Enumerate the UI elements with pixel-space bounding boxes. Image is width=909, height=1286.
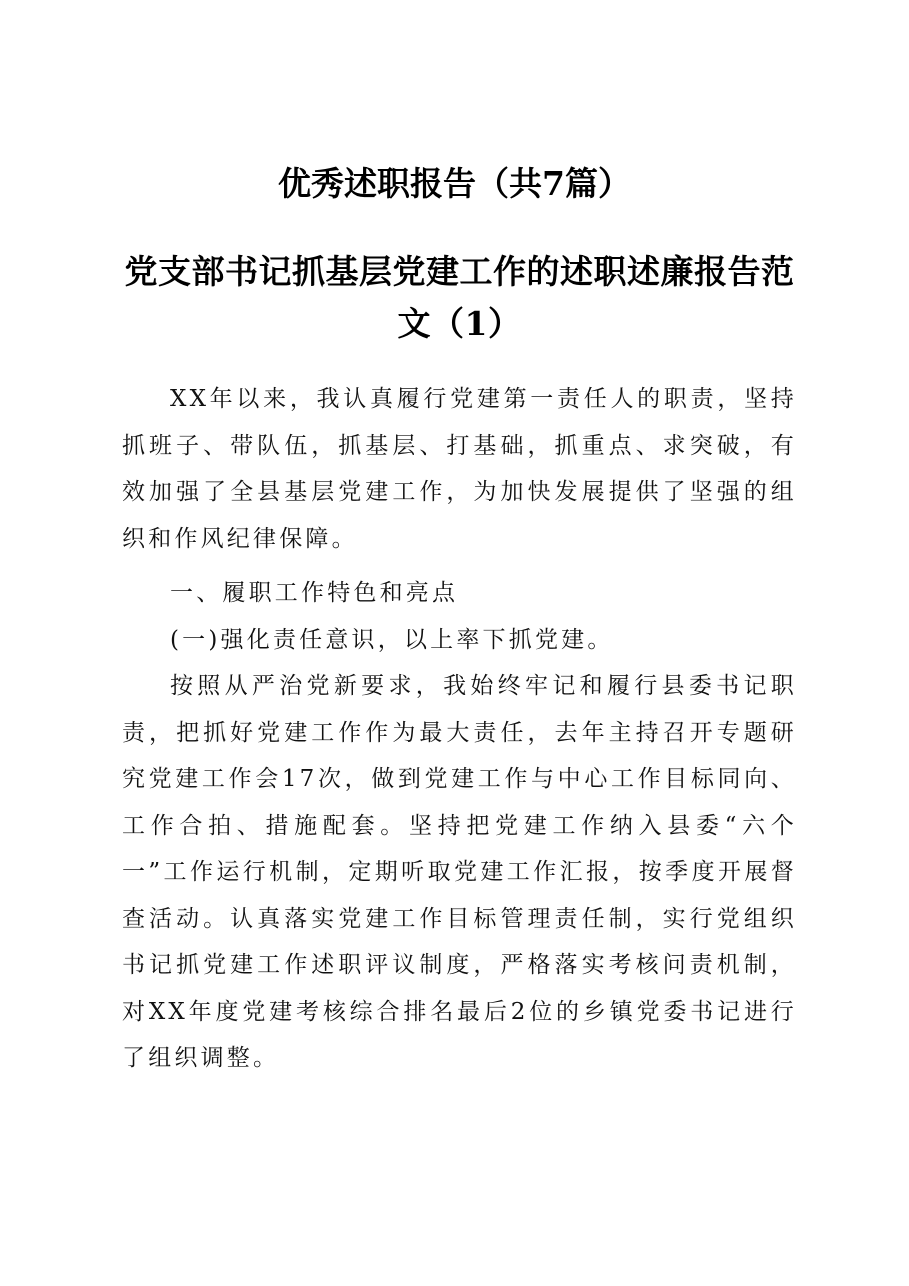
paragraph-body: 按照从严治党新要求，我始终牢记和履行县委书记职责，把抓好党建工作作为最大责任，去年主持召开专题研究党建工作会17次，做到党建工作与中心工作目标同向、工作合拍、措施配套。坚持把党建工作纳入县委“六个一”工作运行机制，定期听取党建工作汇报，按季度开展督查活动。认真落实党建工作目标管理责任制，实行党组织书记抓党建工作述职评议制度，严格落实考核问责机制，对XX年度党建考核综合排名最后2位的乡镇党委书记进行了组织调整。: [122, 673, 797, 1071]
section-heading: 一、履职工作特色和亮点: [170, 580, 459, 606]
document-title: 优秀述职报告（共7篇）: [278, 164, 631, 203]
document-subtitle: 党支部书记抓基层党建工作的述职述廉报告范文（1）: [124, 252, 795, 343]
paragraph-intro: XX年以来，我认真履行党建第一责任人的职责，坚持抓班子、带队伍，抓基层、打基础，抓重点、求突破，有效加强了全县基层党建工作，为加快发展提供了坚强的组织和作风纪律保障。: [122, 386, 797, 552]
subsection-heading: (一)强化责任意识，以上率下抓党建。: [170, 627, 614, 653]
